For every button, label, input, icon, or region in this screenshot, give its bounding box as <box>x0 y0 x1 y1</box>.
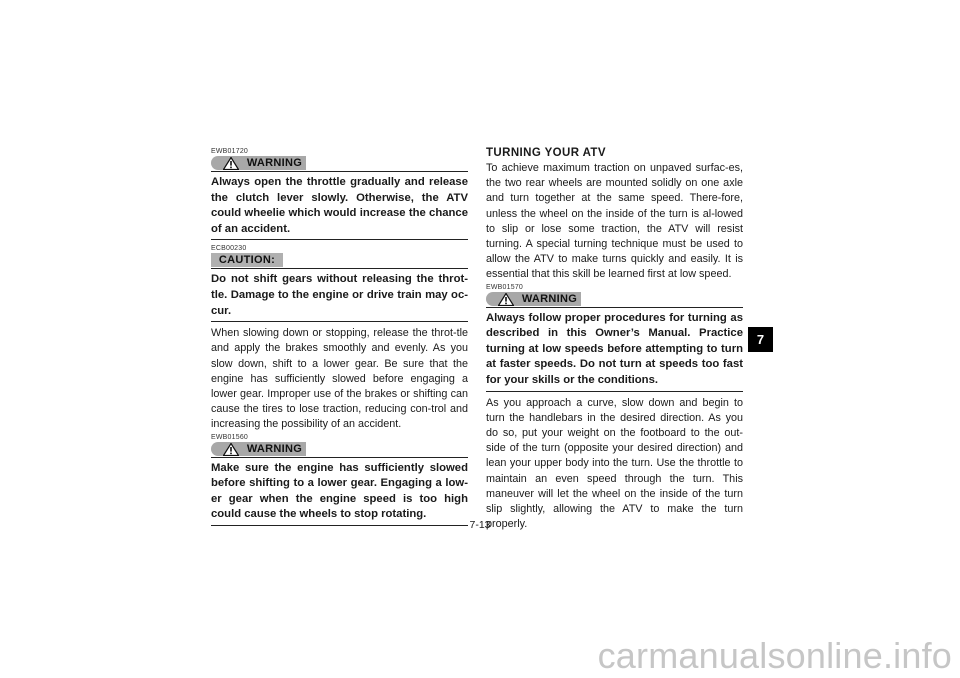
warning-triangle-icon <box>498 293 514 306</box>
page-number: 7-13 <box>469 519 491 531</box>
right-column <box>486 146 743 532</box>
warning-code: EWB01570 <box>486 283 524 291</box>
warning-badge <box>486 292 581 306</box>
caution-text: Do not shift gears without releasing the throt-tle. Damage to the engine or drive train may oc-cur. <box>211 273 468 317</box>
warning-code: EWB01560 <box>211 433 249 441</box>
caution-code: ECB00230 <box>211 245 247 253</box>
warning-code: EWB01720 <box>211 148 249 155</box>
chapter-tab: 7 <box>748 327 773 352</box>
left-column <box>211 147 468 526</box>
curve-paragraph: As you approach a curve, slow down and begin to turn the handlebars in the desired direction. As you do so, put your weight on the footboard to the out-side of the turn (opposite your desired direction) and lean your upper body into the turn. Use the throttle to maintain an even speed through the turn. This maneuver will let the wheel on the inside of the turn slip slightly, allowing the ATV to make the turn properly. <box>486 396 743 531</box>
warning-end-rule <box>211 239 468 240</box>
warning-end-rule <box>211 525 468 526</box>
watermark: carmanualsonline.info <box>597 635 952 676</box>
warning-text: Make sure the engine has sufficiently slowed before shifting to a lower gear. Engaging a low-er gear when the engine speed is too high could cause the wheels to stop rotating. <box>211 461 468 521</box>
warning-word: WARNING <box>521 292 578 305</box>
warning-rule <box>211 171 468 172</box>
warning-label-row <box>486 292 743 308</box>
warning-badge <box>211 156 306 170</box>
warning-word: WARNING <box>246 157 303 169</box>
warning-end-rule <box>486 391 743 392</box>
warning-text: Always follow proper procedures for turning as described in this Owner’s Manual. Practice turning at low speeds before attempting to turn at faster speeds. Do not turn at speeds too fast for your skills or the conditions. <box>486 311 743 386</box>
warning-triangle-icon <box>223 443 239 456</box>
warning-label-row <box>211 442 468 458</box>
caution-label-row <box>211 253 468 269</box>
caution-rule <box>211 268 468 269</box>
warning-rule <box>211 457 468 458</box>
warning-label-row <box>211 156 468 172</box>
warning-badge <box>211 442 306 456</box>
caution-badge: CAUTION: <box>211 253 283 267</box>
warning-rule <box>486 307 743 308</box>
caution-end-rule <box>211 321 468 322</box>
section-heading: TURNING YOUR ATV <box>486 147 606 159</box>
warning-text: Always open the throttle gradually and release the clutch lever slowly. Otherwise, the ATV could wheelie which would increase the chance of an accident. <box>211 176 468 235</box>
warning-word: WARNING <box>246 442 303 455</box>
slowing-paragraph: When slowing down or stopping, release the throt-tle and apply the brakes smoothly and evenly. As you slow down, shift to a lower gear. Be sure that the engine has sufficiently slowed before engaging a lower gear. Improper use of the brakes or shifting can cause the tires to lose traction, reducing con-trol and increasing the possibility of an accident. <box>211 327 468 431</box>
warning-triangle-icon <box>223 157 239 170</box>
turning-intro-paragraph: To achieve maximum traction on unpaved surfac-es, the two rear wheels are mounted solidly on one axle and turn together at the same speed. There-fore, unless the wheel on the inside of the turn is al-lowed to slip or lose some traction, the ATV will resist turning. A special turning technique must be used to allow the ATV to make turns quickly and easily. It is essential that this skill be learned first at low speed. <box>486 162 743 281</box>
